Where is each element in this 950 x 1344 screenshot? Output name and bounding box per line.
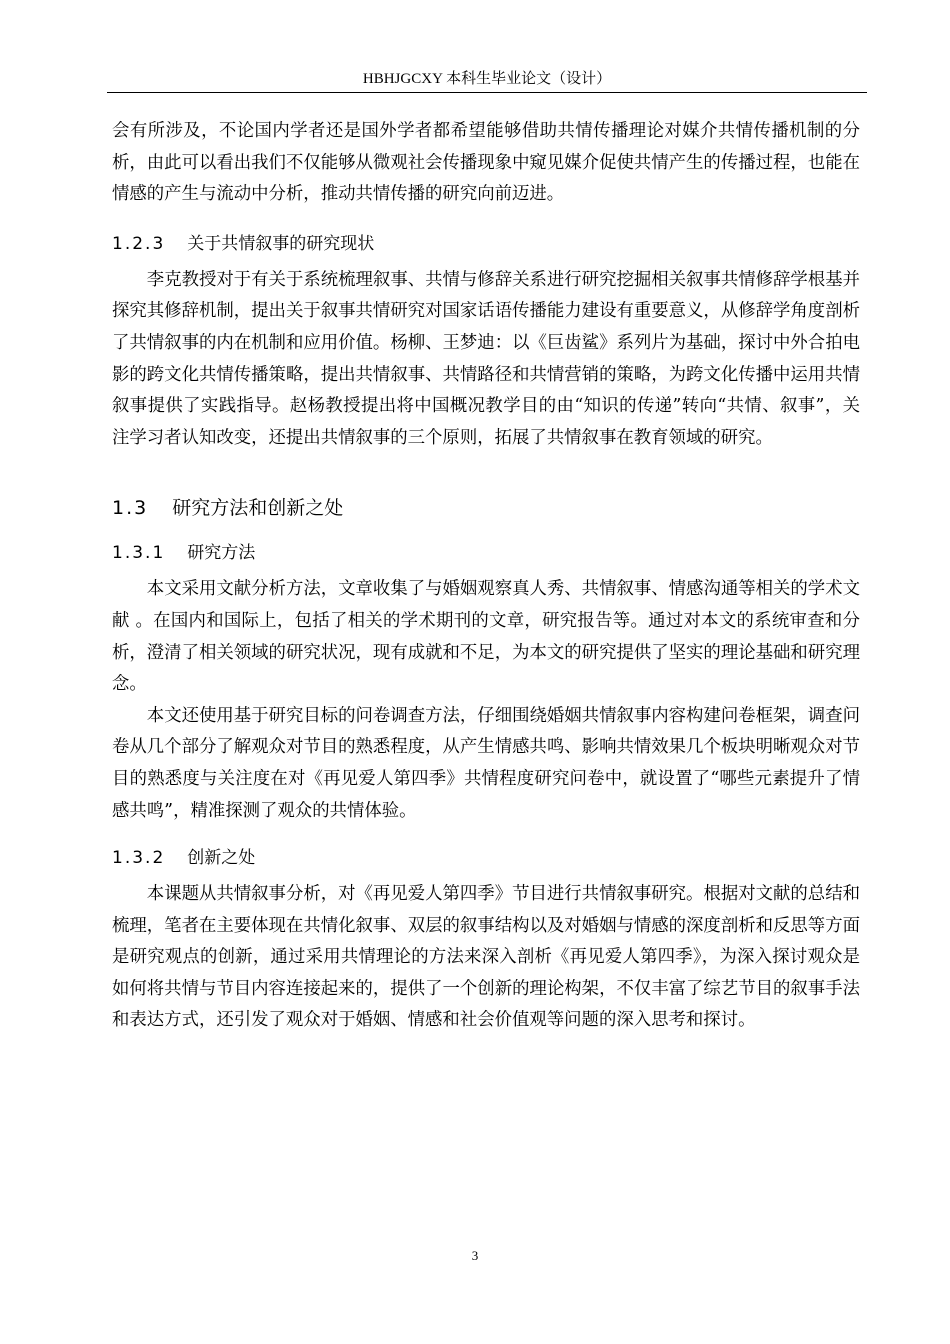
heading-number: 1.3 xyxy=(112,497,149,520)
running-header: HBHJGCXY 本科生毕业论文（设计） xyxy=(362,71,612,87)
page-body xyxy=(112,116,860,1037)
paragraph-empathy-narrative-status: 李克教授对于有关于系统梳理叙事、共情与修辞关系进行研究挖掘相关叙事共情修辞学根基并探究其修辞机制，提出关于叙事共情研究对国家话语传播能力建设有重要意义，从修辞学角度剖析了共情叙事的内在机制和应用价值。杨柳、王梦迪：以《巨齿鲨》系列片为基础，探讨中外合拍电影的跨文化共情传播策略，提出共情叙事、共情路径和共情营销的策略，为跨文化传播中运用共情叙事提供了实践指导。赵杨教授提出将中国概况教学目的由“知识的传递”转向“共情、叙事”，关注学习者认知改变，还提出共情叙事的三个原则，拓展了共情叙事在教育领域的研究。 xyxy=(112,269,860,448)
heading-number: 1.3.1 xyxy=(112,543,166,564)
heading-title: 关于共情叙事的研究现状 xyxy=(187,233,375,254)
heading-1-3-1 xyxy=(112,540,860,566)
heading-title: 研究方法和创新之处 xyxy=(172,497,344,520)
heading-1-3-2 xyxy=(112,845,860,871)
paragraph-continuation: 会有所涉及，不论国内学者还是国外学者都希望能够借助共情传播理论对媒介共情传播机制的分析，由此可以看出我们不仅能够从微观社会传播现象中窥见媒介促使共情产生的传播过程，也能在情感的产生与流动中分析，推动共情传播的研究向前迈进。 xyxy=(112,121,860,205)
paragraph-survey-method: 本文还使用基于研究目标的问卷调查方法，仔细围绕婚姻共情叙事内容构建问卷框架，调查问卷从几个部分了解观众对节目的熟悉程度，从产生情感共鸣、影响共情效果几个板块明晰观众对节目的熟悉度与关注度在对《再见爱人第四季》共情程度研究问卷中，就设置了“哪些元素提升了情感共鸣”，精准探测了观众的共情体验。 xyxy=(112,705,860,821)
heading-title: 研究方法 xyxy=(187,543,256,564)
paragraph-literature-method: 本文采用文献分析方法，文章收集了与婚姻观察真人秀、共情叙事、情感沟通等相关的学术文献 。在国内和国际上，包括了相关的学术期刊的文章，研究报告等。通过对本文的系统审查和分析，澄清了相关领域的研究状况，现有成就和不足，为本文的研究提供了坚实的理论基础和研究理念。 xyxy=(112,579,860,695)
heading-number: 1.3.2 xyxy=(112,848,166,869)
page-number: 3 xyxy=(471,1248,479,1263)
header-rule xyxy=(107,92,867,93)
heading-1-3 xyxy=(112,494,860,522)
heading-number: 1.2.3 xyxy=(112,233,166,254)
paragraph-innovation: 本课题从共情叙事分析，对《再见爱人第四季》节目进行共情叙事研究。根据对文献的总结和梳理，笔者在主要体现在共情化叙事、双层的叙事结构以及对婚姻与情感的深度剖析和反思等方面是研究观点的创新，通过采用共情理论的方法来深入剖析《再见爱人第四季》，为深入探讨观众是如何将共情与节目内容连接起来的，提供了一个创新的理论构架，不仅丰富了综艺节目的叙事手法和表达方式，还引发了观众对于婚姻、情感和社会价值观等问题的深入思考和探讨。 xyxy=(112,884,860,1031)
heading-title: 创新之处 xyxy=(187,848,256,869)
heading-1-2-3 xyxy=(112,231,860,257)
